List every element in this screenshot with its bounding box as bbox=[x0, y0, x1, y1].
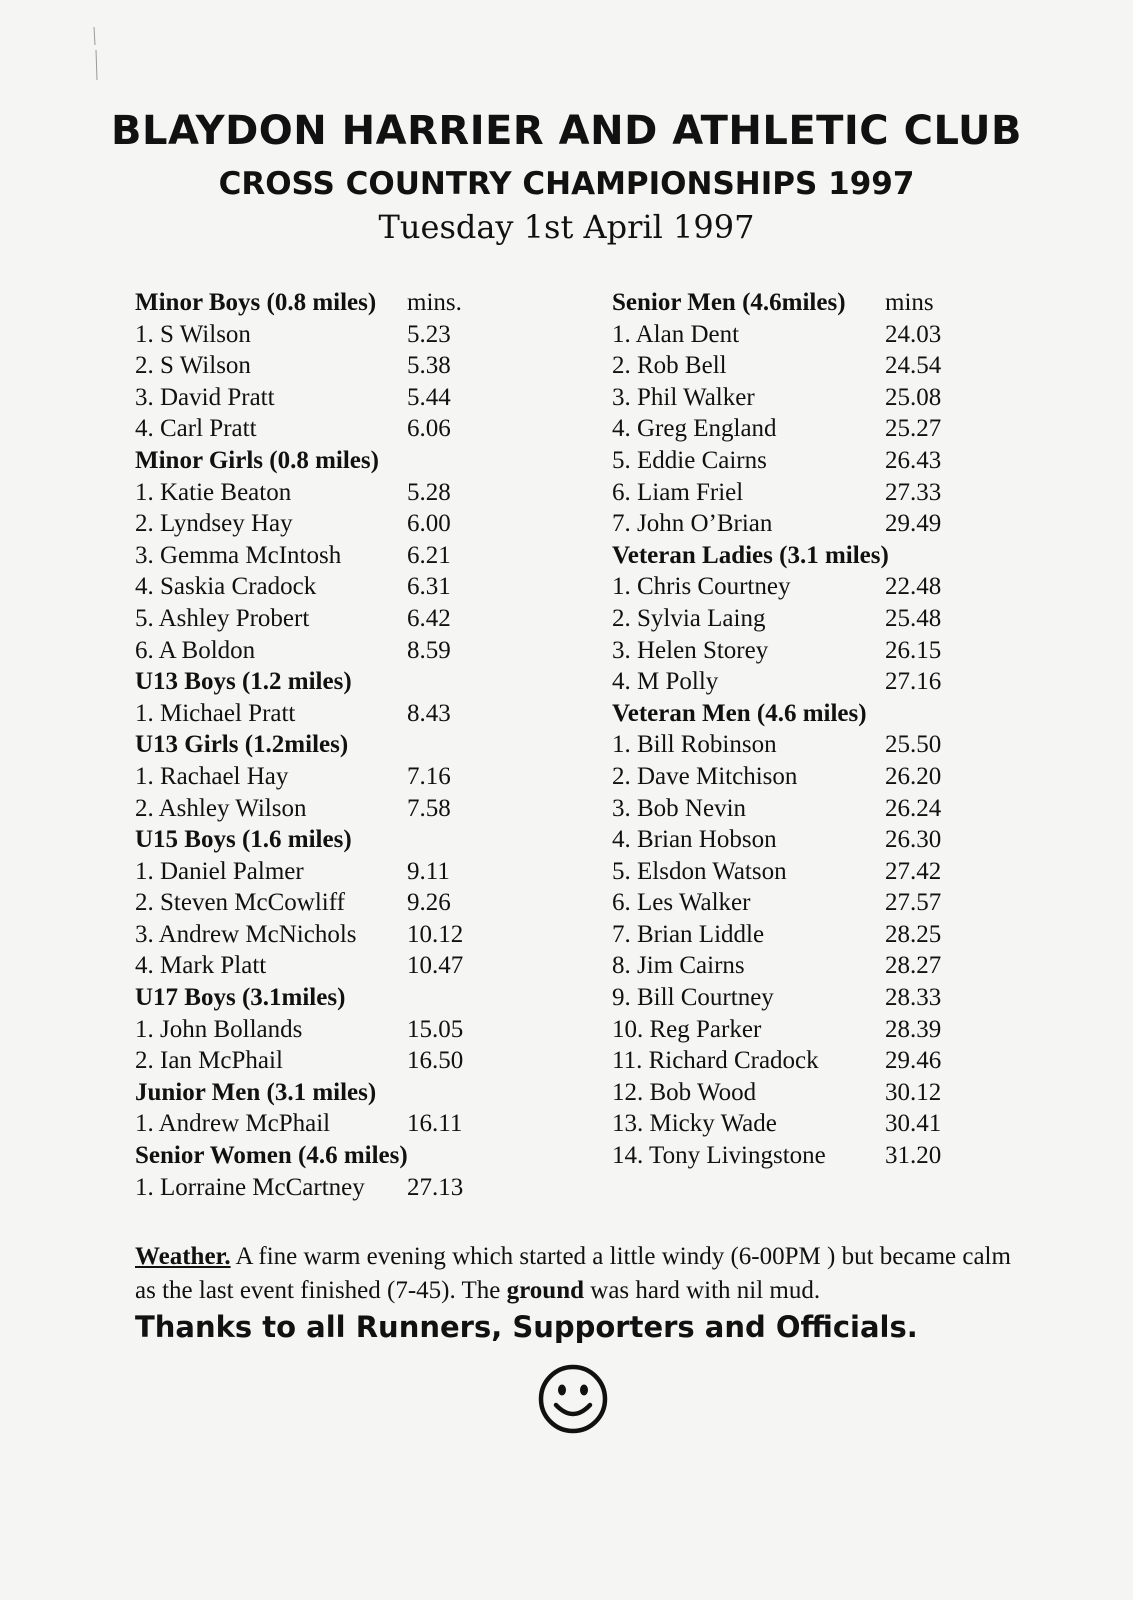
category-title: U13 Girls (1.2miles) bbox=[135, 731, 349, 759]
thanks-message: Thanks to all Runners, Supporters and Officials. bbox=[135, 1310, 918, 1344]
result-row bbox=[135, 477, 475, 509]
runner-name: 2. Lyndsey Hay bbox=[135, 510, 293, 538]
result-row bbox=[135, 761, 475, 793]
runner-name: 11. Richard Cradock bbox=[612, 1047, 819, 1075]
weather-text: A fine warm evening which started a little windy (6-00PM ) but became calm as the last event finished (7-45). The bbox=[135, 1243, 1011, 1304]
finish-time: 7.16 bbox=[407, 762, 451, 790]
runner-name: 2. Sylvia Laing bbox=[612, 604, 766, 632]
runner-name: 6. Les Walker bbox=[612, 889, 751, 917]
runner-name: 10. Reg Parker bbox=[612, 1015, 762, 1043]
result-row bbox=[135, 350, 475, 382]
runner-name: 7. John O’Brian bbox=[612, 510, 773, 538]
finish-time: 16.50 bbox=[407, 1047, 464, 1075]
finish-time: 6.31 bbox=[407, 573, 451, 601]
result-row bbox=[135, 382, 475, 414]
category-title: Minor Girls (0.8 miles) bbox=[135, 446, 379, 474]
result-row bbox=[612, 508, 952, 540]
runner-name: 3. Helen Storey bbox=[612, 636, 769, 664]
category-heading bbox=[135, 824, 475, 856]
finish-time: 27.42 bbox=[885, 857, 942, 885]
runner-name: 1. Katie Beaton bbox=[135, 478, 292, 506]
result-row bbox=[612, 413, 952, 445]
runner-name: 4. Mark Platt bbox=[135, 952, 267, 980]
category-title: U17 Boys (3.1miles) bbox=[135, 984, 346, 1012]
result-row bbox=[612, 856, 952, 888]
result-row bbox=[135, 698, 475, 730]
weather-label: Weather. bbox=[135, 1243, 231, 1270]
results-column-right bbox=[612, 287, 952, 1172]
finish-time: 29.49 bbox=[885, 510, 942, 538]
runner-name: 2. Ian McPhail bbox=[135, 1047, 283, 1075]
result-row bbox=[135, 856, 475, 888]
runner-name: 1. Alan Dent bbox=[612, 320, 740, 348]
finish-time: 5.28 bbox=[407, 478, 451, 506]
finish-time: 26.15 bbox=[885, 636, 942, 664]
result-row bbox=[612, 666, 952, 698]
category-title: Junior Men (3.1 miles) bbox=[135, 1078, 377, 1106]
runner-name: 2. Dave Mitchison bbox=[612, 762, 798, 790]
finish-time: 22.48 bbox=[885, 573, 942, 601]
finish-time: 7.58 bbox=[407, 794, 451, 822]
result-row bbox=[135, 1014, 475, 1046]
finish-time: 5.38 bbox=[407, 352, 451, 380]
runner-name: 1. John Bollands bbox=[135, 1015, 303, 1043]
runner-name: 14. Tony Livingstone bbox=[612, 1142, 826, 1170]
finish-time: 26.24 bbox=[885, 794, 942, 822]
result-row bbox=[612, 887, 952, 919]
category-title: Senior Men (4.6miles) bbox=[612, 289, 846, 316]
finish-time: 6.42 bbox=[407, 604, 451, 632]
result-row bbox=[135, 1108, 475, 1140]
finish-time: 30.12 bbox=[885, 1078, 942, 1106]
category-title: Minor Boys (0.8 miles) bbox=[135, 289, 377, 316]
runner-name: 5. Ashley Probert bbox=[135, 604, 310, 632]
runner-name: 3. Phil Walker bbox=[612, 383, 755, 411]
finish-time: 25.08 bbox=[885, 383, 942, 411]
result-row bbox=[612, 477, 952, 509]
runner-name: 4. Saskia Cradock bbox=[135, 573, 317, 601]
smiley-face-icon bbox=[537, 1363, 609, 1435]
category-heading bbox=[135, 666, 475, 698]
category-title: Veteran Ladies (3.1 miles) bbox=[612, 541, 889, 569]
runner-name: 3. Bob Nevin bbox=[612, 794, 747, 822]
result-row bbox=[135, 540, 475, 572]
runner-name: 2. Rob Bell bbox=[612, 352, 727, 380]
result-row bbox=[135, 793, 475, 825]
finish-time: 10.12 bbox=[407, 920, 464, 948]
result-row bbox=[612, 635, 952, 667]
runner-name: 4. M Polly bbox=[612, 668, 719, 696]
finish-time: 26.30 bbox=[885, 826, 942, 854]
result-row bbox=[612, 382, 952, 414]
runner-name: 8. Jim Cairns bbox=[612, 952, 745, 980]
runner-name: 4. Carl Pratt bbox=[135, 415, 257, 443]
result-row bbox=[612, 603, 952, 635]
category-title: Veteran Men (4.6 miles) bbox=[612, 699, 867, 727]
runner-name: 2. S Wilson bbox=[135, 352, 251, 380]
finish-time: 5.44 bbox=[407, 383, 451, 411]
runner-name: 4. Brian Hobson bbox=[612, 826, 777, 854]
runner-name: 9. Bill Courtney bbox=[612, 984, 774, 1012]
finish-time: 28.33 bbox=[885, 984, 942, 1012]
finish-time: 28.27 bbox=[885, 952, 942, 980]
category-heading bbox=[135, 1140, 475, 1172]
category-heading bbox=[612, 540, 952, 572]
runner-name: 1. Daniel Palmer bbox=[135, 857, 304, 885]
runner-name: 7. Brian Liddle bbox=[612, 920, 765, 948]
runner-name: 1. Andrew McPhail bbox=[135, 1110, 331, 1138]
result-row bbox=[135, 508, 475, 540]
weather-ground-word: ground bbox=[506, 1277, 585, 1304]
finish-time: 10.47 bbox=[407, 952, 464, 980]
runner-name: 1. Michael Pratt bbox=[135, 699, 296, 727]
result-row bbox=[612, 350, 952, 382]
finish-time: 6.06 bbox=[407, 415, 451, 443]
category-heading bbox=[135, 287, 475, 319]
runner-name: 3. David Pratt bbox=[135, 383, 275, 411]
result-row bbox=[135, 1045, 475, 1077]
result-row bbox=[612, 1014, 952, 1046]
runner-name: 6. Liam Friel bbox=[612, 478, 744, 506]
weather-note bbox=[135, 1240, 1025, 1308]
runner-name: 6. A Boldon bbox=[135, 636, 256, 664]
result-row bbox=[135, 635, 475, 667]
time-unit-label: mins bbox=[885, 289, 934, 316]
category-title: U15 Boys (1.6 miles) bbox=[135, 826, 352, 854]
result-row bbox=[612, 919, 952, 951]
result-row bbox=[135, 603, 475, 635]
finish-time: 26.43 bbox=[885, 446, 942, 474]
result-row bbox=[135, 413, 475, 445]
results-column-left bbox=[135, 287, 475, 1203]
result-row bbox=[612, 824, 952, 856]
result-row bbox=[135, 950, 475, 982]
result-row bbox=[612, 1077, 952, 1109]
finish-time: 6.21 bbox=[407, 541, 451, 569]
result-row bbox=[612, 1045, 952, 1077]
weather-text-end: was hard with nil mud. bbox=[584, 1277, 821, 1304]
result-row bbox=[612, 982, 952, 1014]
result-row bbox=[612, 1140, 952, 1172]
category-heading bbox=[135, 1077, 475, 1109]
runner-name: 1. Rachael Hay bbox=[135, 762, 289, 790]
finish-time: 25.48 bbox=[885, 604, 942, 632]
finish-time: 24.03 bbox=[885, 320, 942, 348]
finish-time: 27.57 bbox=[885, 889, 942, 917]
result-row bbox=[612, 729, 952, 761]
finish-time: 25.50 bbox=[885, 731, 942, 759]
finish-time: 26.20 bbox=[885, 762, 942, 790]
result-row bbox=[135, 319, 475, 351]
result-row bbox=[612, 319, 952, 351]
finish-time: 24.54 bbox=[885, 352, 942, 380]
finish-time: 28.25 bbox=[885, 920, 942, 948]
result-row bbox=[612, 793, 952, 825]
result-row bbox=[612, 445, 952, 477]
runner-name: 1. S Wilson bbox=[135, 320, 251, 348]
category-heading bbox=[612, 287, 952, 319]
finish-time: 6.00 bbox=[407, 510, 451, 538]
finish-time: 16.11 bbox=[407, 1110, 463, 1138]
finish-time: 30.41 bbox=[885, 1110, 942, 1138]
runner-name: 1. Bill Robinson bbox=[612, 731, 777, 759]
result-row bbox=[135, 919, 475, 951]
time-unit-label: mins. bbox=[407, 289, 462, 316]
finish-time: 5.23 bbox=[407, 320, 451, 348]
runner-name: 12. Bob Wood bbox=[612, 1078, 757, 1106]
finish-time: 8.59 bbox=[407, 636, 451, 664]
finish-time: 31.20 bbox=[885, 1142, 942, 1170]
runner-name: 1. Chris Courtney bbox=[612, 573, 791, 601]
runner-name: 2. Steven McCowliff bbox=[135, 889, 345, 917]
result-row bbox=[135, 571, 475, 603]
result-row bbox=[135, 1172, 475, 1204]
finish-time: 28.39 bbox=[885, 1015, 942, 1043]
runner-name: 3. Gemma McIntosh bbox=[135, 541, 342, 569]
category-heading bbox=[612, 698, 952, 730]
club-title: BLAYDON HARRIER AND ATHLETIC CLUB bbox=[111, 108, 1022, 154]
runner-name: 1. Lorraine McCartney bbox=[135, 1173, 365, 1201]
category-heading bbox=[135, 729, 475, 761]
runner-name: 2. Ashley Wilson bbox=[135, 794, 307, 822]
result-row bbox=[135, 887, 475, 919]
finish-time: 27.33 bbox=[885, 478, 942, 506]
finish-time: 8.43 bbox=[407, 699, 451, 727]
category-heading bbox=[135, 982, 475, 1014]
finish-time: 25.27 bbox=[885, 415, 942, 443]
finish-time: 15.05 bbox=[407, 1015, 464, 1043]
category-heading bbox=[135, 445, 475, 477]
runner-name: 4. Greg England bbox=[612, 415, 777, 443]
event-subtitle: CROSS COUNTRY CHAMPIONSHIPS 1997 bbox=[218, 166, 915, 202]
finish-time: 27.16 bbox=[885, 668, 942, 696]
scan-mark bbox=[90, 25, 102, 85]
finish-time: 9.26 bbox=[407, 889, 451, 917]
runner-name: 13. Micky Wade bbox=[612, 1110, 777, 1138]
runner-name: 5. Eddie Cairns bbox=[612, 446, 767, 474]
result-row bbox=[612, 761, 952, 793]
result-row bbox=[612, 571, 952, 603]
runner-name: 5. Elsdon Watson bbox=[612, 857, 787, 885]
finish-time: 9.11 bbox=[407, 857, 450, 885]
result-row bbox=[612, 950, 952, 982]
category-title: U13 Boys (1.2 miles) bbox=[135, 668, 352, 696]
result-row bbox=[612, 1108, 952, 1140]
category-title: Senior Women (4.6 miles) bbox=[135, 1142, 408, 1170]
event-date: Tuesday 1st April 1997 bbox=[378, 208, 755, 246]
runner-name: 3. Andrew McNichols bbox=[135, 920, 357, 948]
finish-time: 29.46 bbox=[885, 1047, 942, 1075]
finish-time: 27.13 bbox=[407, 1173, 464, 1201]
